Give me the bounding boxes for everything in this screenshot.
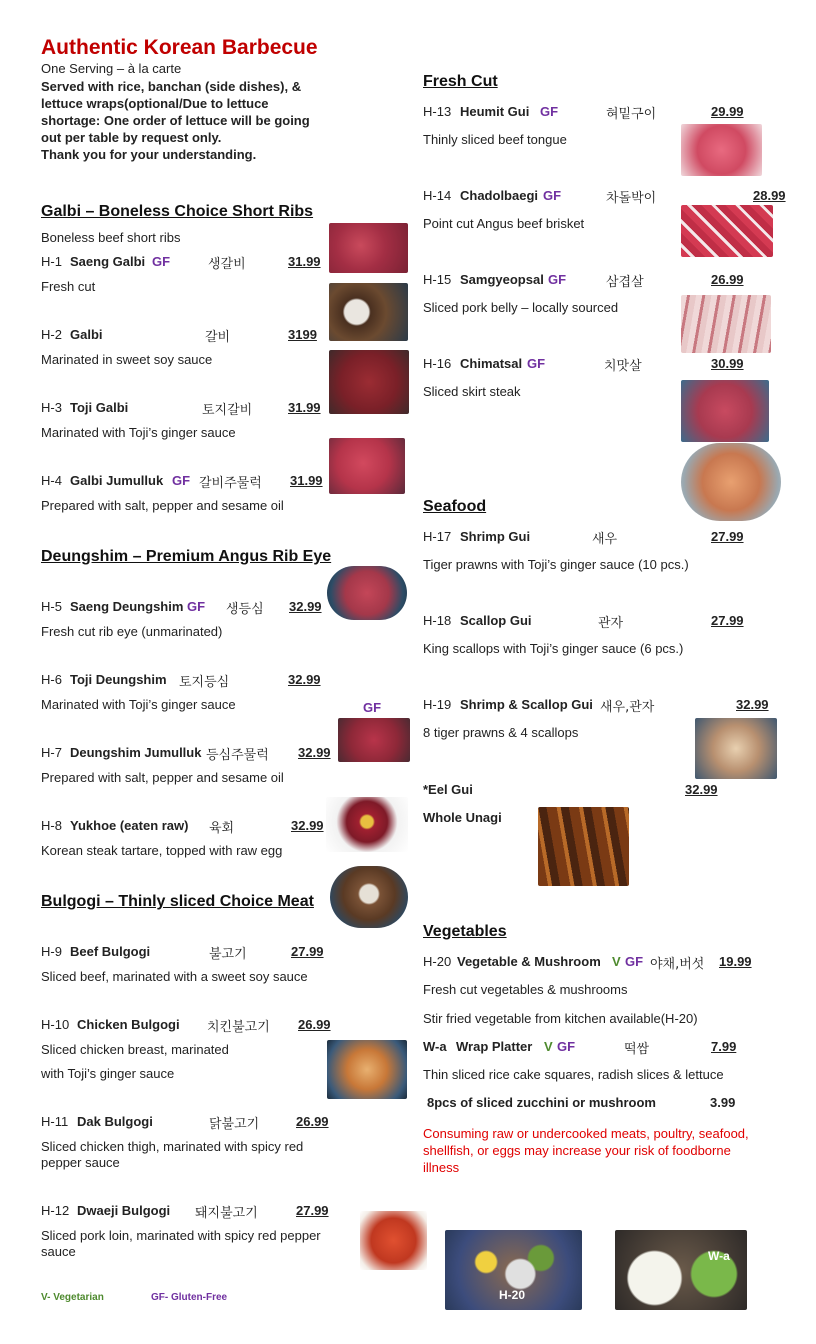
gf-tag: GF <box>172 473 191 488</box>
vegetarian-tag: V <box>544 1039 553 1054</box>
item-description: 8 tiger prawns & 4 scallops <box>423 725 579 740</box>
photo-dwaeji-bulgogi <box>360 1211 427 1270</box>
gf-tag: GF <box>543 188 562 203</box>
item-code: H-16 <box>423 356 452 371</box>
item-price: 32.99 <box>288 672 321 687</box>
add-on-price: 3.99 <box>710 1095 736 1110</box>
item-description: Fresh cut rib eye (unmarinated) <box>41 624 223 639</box>
item-description: Sliced chicken thigh, marinated with spicy red <box>41 1139 304 1154</box>
item-description: Marinated with Toji’s ginger sauce <box>41 697 236 712</box>
food-warning: illness <box>423 1160 460 1175</box>
item-price: 28.99 <box>753 188 786 203</box>
note-line: shortage: One order of lettuce will be going <box>41 113 310 128</box>
menu-title: Authentic Korean Barbecue <box>41 36 318 59</box>
item-code: H-12 <box>41 1203 70 1218</box>
section-fresh-cut: Fresh Cut <box>423 73 498 90</box>
note-line: out per table by request only. <box>41 130 222 145</box>
food-warning: shellfish, or eggs may increase your risk of foodborne <box>423 1143 731 1158</box>
gf-tag: GF <box>527 356 546 371</box>
photo-eel <box>538 807 629 886</box>
item-description: Fresh cut <box>41 279 96 294</box>
item-korean-name: 생갈비 <box>208 257 246 272</box>
photo-bulgogi <box>330 866 408 928</box>
gf-tag: GF <box>540 104 559 119</box>
photo-galbi-1 <box>329 223 408 273</box>
item-code: H-15 <box>423 272 452 287</box>
section-bulgogi: Bulgogi – Thinly sliced Choice Meat <box>41 893 314 910</box>
gf-tag: GF <box>363 700 382 715</box>
photo-galbi-2 <box>329 283 408 341</box>
photo-chicken-bulgogi <box>327 1040 407 1099</box>
item-korean-name: 떡쌈 <box>624 1042 650 1057</box>
item-price: 27.99 <box>291 944 324 959</box>
item-korean-name: 관자 <box>598 616 624 631</box>
item-name: Galbi <box>70 327 103 342</box>
food-warning: Consuming raw or undercooked meats, poultry, seafood, <box>423 1126 749 1141</box>
item-name: Toji Deungshim <box>70 672 167 687</box>
item-korean-name: 치킨불고기 <box>207 1020 270 1035</box>
item-price: 27.99 <box>711 529 744 544</box>
item-description: Marinated in sweet soy sauce <box>41 352 213 367</box>
item-price: 19.99 <box>719 954 752 969</box>
item-description: Prepared with salt, pepper and sesame oil <box>41 770 284 785</box>
gf-tag: GF <box>152 254 171 269</box>
note-line: lettuce wraps(optional/Due to lettuce <box>41 96 269 111</box>
photo-shrimp <box>681 443 781 521</box>
gf-tag: GF <box>548 272 567 287</box>
item-description: Stir fried vegetable from kitchen available(H-20) <box>423 1011 698 1026</box>
item-description: Whole Unagi <box>423 810 502 825</box>
legend-gluten-free: GF- Gluten-Free <box>151 1292 228 1303</box>
item-name: *Eel Gui <box>423 782 473 797</box>
item-code: H-17 <box>423 529 452 544</box>
photo-brisket <box>681 205 773 257</box>
section-description: Boneless beef short ribs <box>41 230 181 245</box>
item-price: 7.99 <box>711 1039 737 1054</box>
item-name: Deungshim Jumulluk <box>70 745 202 760</box>
item-description: Thin sliced rice cake squares, radish slices & lettuce <box>423 1067 724 1082</box>
gf-tag: GF <box>625 954 644 969</box>
item-code: H-2 <box>41 327 62 342</box>
photo-wrap-platter <box>615 1230 747 1310</box>
item-code: H-5 <box>41 599 62 614</box>
item-description: Korean steak tartare, topped with raw egg <box>41 843 283 858</box>
item-code: H-11 <box>41 1114 69 1129</box>
item-korean-name: 불고기 <box>209 947 247 962</box>
item-code: H-13 <box>423 104 452 119</box>
item-description: Sliced beef, marinated with a sweet soy sauce <box>41 969 308 984</box>
note-line: Served with rice, banchan (side dishes), & <box>41 79 302 94</box>
photo-beef-tongue <box>681 124 762 176</box>
item-name: Saeng Deungshim <box>70 599 184 614</box>
item-description: sauce <box>41 1244 76 1259</box>
item-name: Saeng Galbi <box>70 254 146 269</box>
photo-pork-belly <box>681 295 771 353</box>
item-name: Shrimp & Scallop Gui <box>460 697 593 712</box>
item-code: H-10 <box>41 1017 70 1032</box>
photo-label-h20: H-20 <box>499 1288 526 1302</box>
vegetarian-tag: V <box>612 954 621 969</box>
item-korean-name: 치맛살 <box>604 359 642 374</box>
item-price: 3199 <box>288 327 317 342</box>
item-name: Shrimp Gui <box>460 529 531 544</box>
item-code: H-7 <box>41 745 62 760</box>
photo-shrimp-scallop <box>695 718 777 779</box>
note-line: Thank you for your understanding. <box>41 147 257 162</box>
item-description: Point cut Angus beef brisket <box>423 216 585 231</box>
item-code: H-14 <box>423 188 452 203</box>
item-description: with Toji’s ginger sauce <box>41 1066 175 1081</box>
item-name: Scallop Gui <box>460 613 532 628</box>
photo-label-wa: W-a <box>708 1249 730 1263</box>
item-korean-name: 혀밑구이 <box>606 107 657 122</box>
item-korean-name: 야채,버섯 <box>650 957 705 972</box>
item-price: 29.99 <box>711 104 744 119</box>
item-description: Marinated with Toji’s ginger sauce <box>41 425 236 440</box>
item-name: Beef Bulgogi <box>70 944 151 959</box>
item-name: Galbi Jumulluk <box>70 473 164 488</box>
add-on-text: 8pcs of sliced zucchini or mushroom <box>427 1095 656 1110</box>
menu-subtitle: One Serving – à la carte <box>41 61 182 76</box>
item-code: H-3 <box>41 400 62 415</box>
item-korean-name: 삼겹살 <box>606 275 644 290</box>
item-price: 31.99 <box>288 400 321 415</box>
item-code: H-4 <box>41 473 62 488</box>
item-price: 31.99 <box>288 254 321 269</box>
item-description: Sliced skirt steak <box>423 384 521 399</box>
item-price: 26.99 <box>296 1114 329 1129</box>
item-description: Sliced chicken breast, marinated <box>41 1042 229 1057</box>
photo-yukhoe <box>326 797 408 852</box>
item-name: Vegetable & Mushroom <box>457 954 601 969</box>
item-korean-name: 새우,관자 <box>600 700 655 715</box>
item-price: 32.99 <box>289 599 322 614</box>
item-description: Sliced pork loin, marinated with spicy red pepper <box>41 1228 321 1243</box>
item-name: Dak Bulgogi <box>77 1114 153 1129</box>
legend-vegetarian: V- Vegetarian <box>41 1292 104 1303</box>
item-description: Prepared with salt, pepper and sesame oil <box>41 498 284 513</box>
item-description: Fresh cut vegetables & mushrooms <box>423 982 628 997</box>
item-price: 32.99 <box>685 782 718 797</box>
item-description: Thinly sliced beef tongue <box>423 132 567 147</box>
item-code: H-8 <box>41 818 62 833</box>
item-price: 26.99 <box>711 272 744 287</box>
photo-skirt-steak <box>681 380 769 442</box>
photo-galbi-3 <box>329 350 409 414</box>
item-description: pepper sauce <box>41 1155 120 1170</box>
item-name: Chicken Bulgogi <box>77 1017 180 1032</box>
item-korean-name: 갈비 <box>205 330 231 345</box>
item-name: Samgyeopsal <box>460 272 544 287</box>
photo-deungshim-2 <box>338 718 410 762</box>
item-name: Wrap Platter <box>456 1039 533 1054</box>
photo-deungshim-1 <box>327 566 407 620</box>
item-code: W-a <box>423 1039 447 1054</box>
item-price: 27.99 <box>711 613 744 628</box>
item-korean-name: 생등심 <box>226 602 264 617</box>
item-korean-name: 토지갈비 <box>202 403 253 418</box>
item-korean-name: 새우 <box>592 532 618 547</box>
gf-tag: GF <box>187 599 206 614</box>
item-name: Yukhoe (eaten raw) <box>70 818 189 833</box>
section-deungshim: Deungshim – Premium Angus Rib Eye <box>41 548 332 565</box>
item-price: 31.99 <box>290 473 323 488</box>
item-price: 26.99 <box>298 1017 331 1032</box>
item-code: H-9 <box>41 944 62 959</box>
item-code: H-1 <box>41 254 62 269</box>
item-name: Toji Galbi <box>70 400 129 415</box>
section-vegetables: Vegetables <box>423 923 507 940</box>
item-korean-name: 갈비주물럭 <box>199 476 262 491</box>
photo-vegetables-h20 <box>445 1230 582 1310</box>
item-price: 27.99 <box>296 1203 329 1218</box>
item-korean-name: 차돌박이 <box>606 191 657 206</box>
gf-tag: GF <box>557 1039 576 1054</box>
item-price: 32.99 <box>298 745 331 760</box>
item-code: H-20 <box>423 954 452 969</box>
item-korean-name: 돼지불고기 <box>195 1206 258 1221</box>
photo-galbi-4 <box>329 438 405 494</box>
item-korean-name: 닭불고기 <box>209 1117 260 1132</box>
item-name: Dwaeji Bulgogi <box>77 1203 171 1218</box>
item-code: H-18 <box>423 613 452 628</box>
item-code: H-6 <box>41 672 62 687</box>
item-name: Chimatsal <box>460 356 523 371</box>
item-name: Heumit Gui <box>460 104 530 119</box>
item-price: 32.99 <box>291 818 324 833</box>
item-price: 30.99 <box>711 356 744 371</box>
item-description: Tiger prawns with Toji’s ginger sauce (10 pcs.) <box>423 557 689 572</box>
item-korean-name: 토지등심 <box>179 675 230 690</box>
item-name: Chadolbaegi <box>460 188 539 203</box>
item-description: King scallops with Toji’s ginger sauce (6 pcs.) <box>423 641 684 656</box>
section-galbi: Galbi – Boneless Choice Short Ribs <box>41 203 314 220</box>
item-description: Sliced pork belly – locally sourced <box>423 300 619 315</box>
item-korean-name: 등심주물럭 <box>206 748 269 763</box>
section-seafood: Seafood <box>423 498 487 515</box>
item-price: 32.99 <box>736 697 769 712</box>
item-code: H-19 <box>423 697 452 712</box>
item-korean-name: 육회 <box>209 821 235 836</box>
